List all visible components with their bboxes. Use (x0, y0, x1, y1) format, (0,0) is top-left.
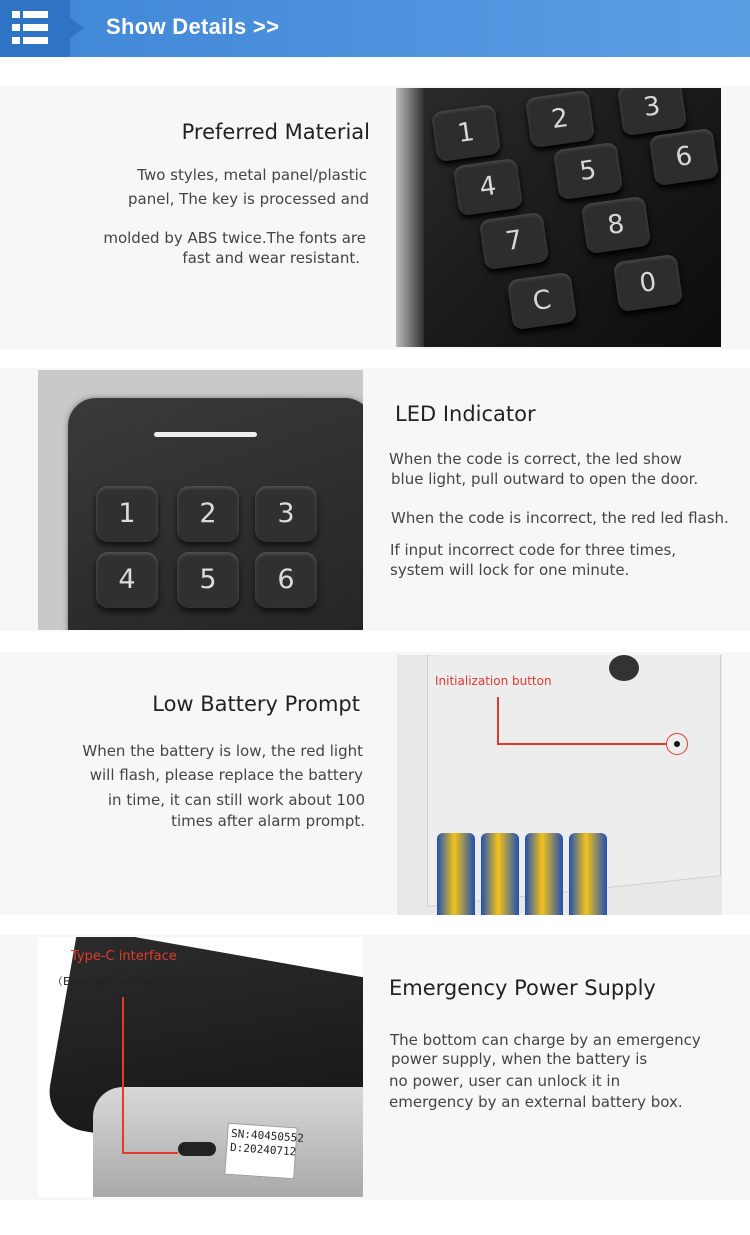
section-text: in time, it can still work about 100 (107, 791, 365, 809)
serial-sticker: SN:40450552 D:20240712 (224, 1123, 297, 1180)
key-label: 2 (525, 90, 595, 148)
section-text: When the code is incorrect, the red led flash. (391, 509, 729, 527)
key-label: 5 (177, 552, 239, 608)
section-text: blue light, pull outward to open the door. (391, 470, 699, 488)
section-title: Low Battery Prompt (152, 692, 360, 716)
section-text: If input incorrect code for three times, (390, 541, 677, 559)
show-details-link[interactable]: Show Details >> (106, 14, 280, 39)
section-text: times after alarm prompt. (171, 812, 365, 830)
type-c-port (178, 1142, 216, 1156)
section-text: system will lock for one minute. (390, 561, 630, 579)
section-title: Emergency Power Supply (389, 976, 656, 1000)
initialization-button-marker (666, 733, 688, 755)
section-text: When the battery is low, the red light (82, 742, 363, 760)
key-label: 6 (649, 128, 719, 186)
battery-compartment-photo (397, 655, 722, 915)
emergency-power-supply-label: （Emergency Power Supply） (52, 975, 214, 988)
section-text: will flash, please replace the battery (89, 766, 363, 784)
key-label: 8 (581, 196, 651, 254)
section-text: fast and wear resistant. (182, 249, 360, 267)
type-c-interface-label: Type-C interface (71, 949, 177, 964)
type-c-port-photo (38, 937, 363, 1197)
section-text: no power, user can unlock it in (389, 1072, 621, 1090)
key-label: 6 (255, 552, 317, 608)
key-label: 3 (617, 88, 687, 136)
lock-hole (609, 655, 639, 681)
section-text: Two styles, metal panel/plastic (137, 166, 367, 184)
key-label: 4 (453, 158, 523, 216)
section-text: power supply, when the battery is (391, 1050, 648, 1068)
key-label: 1 (431, 104, 501, 162)
header-bar (0, 0, 750, 57)
section-text: When the code is correct, the led show (389, 450, 682, 468)
led-strip (154, 432, 257, 437)
key-label: 1 (96, 486, 158, 542)
section-text: panel, The key is processed and (128, 190, 369, 208)
key-label: 4 (96, 552, 158, 608)
menu-button[interactable] (0, 0, 70, 57)
list-menu-icon (12, 11, 48, 45)
keypad-closeup-photo (396, 88, 721, 347)
section-title: Preferred Material (181, 120, 370, 144)
key-label: C (507, 272, 577, 330)
key-label: 0 (613, 254, 683, 312)
key-label: 7 (479, 212, 549, 270)
section-title: LED Indicator (395, 402, 536, 426)
key-label: 3 (255, 486, 317, 542)
section-text: The bottom can charge by an emergency (390, 1031, 701, 1049)
section-text: molded by ABS twice.The fonts are (103, 229, 366, 247)
initialization-button-label: Initialization button (435, 674, 552, 688)
key-label: 5 (553, 142, 623, 200)
led-keypad-photo (38, 370, 363, 630)
key-label: 2 (177, 486, 239, 542)
section-text: emergency by an external battery box. (389, 1093, 683, 1111)
